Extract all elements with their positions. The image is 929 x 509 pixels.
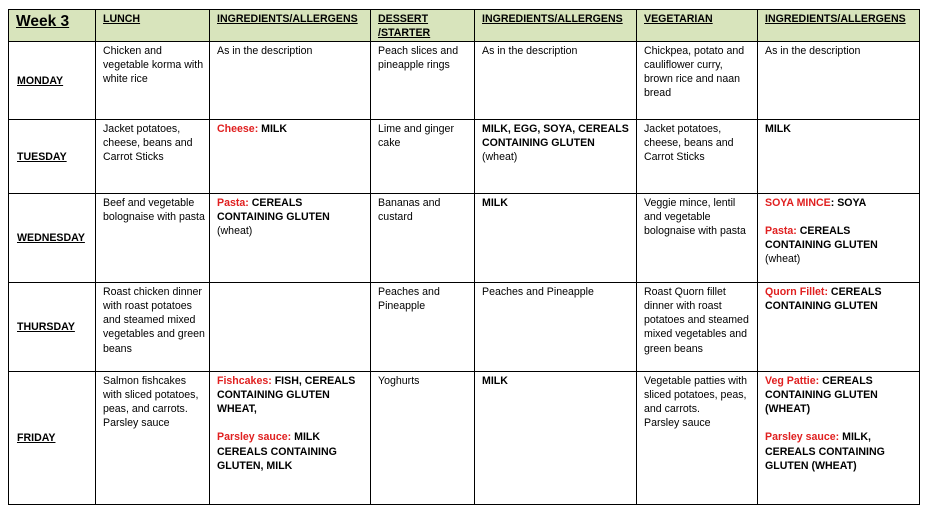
allergen-entry (217, 374, 366, 417)
row-wednesday (9, 193, 920, 282)
allergen-value: : SOYA (830, 196, 867, 209)
lunch-allergens-cell (210, 282, 371, 371)
header-row (9, 10, 920, 42)
allergen-label: Pasta: (217, 196, 249, 209)
header-vegetarian: VEGETARIAN (637, 10, 758, 42)
vegetarian-allergens-cell (758, 282, 920, 371)
lunch-cell (96, 371, 210, 504)
menu-table (8, 9, 920, 505)
vegetarian-cell: Jacket potatoes, cheese, beans and Carrot Sticks (637, 119, 758, 193)
allergen-label: Cheese: (217, 122, 259, 135)
header-dessert-line1: DESSERT (378, 13, 429, 25)
allergen-label: Pasta: (765, 224, 797, 237)
allergen-value: MILK, EGG, SOYA, CEREALS CONTAINING GLUTEN (482, 122, 629, 149)
dessert-allergens-cell: Peaches and Pineapple (475, 282, 637, 371)
allergen-value: MILK (258, 122, 288, 135)
allergen-value: FISH, CEREALS CONTAINING GLUTEN WHEAT, (217, 374, 356, 416)
allergen-label: Fishcakes: (217, 374, 272, 387)
week-title: Week 3 (9, 10, 96, 42)
lunch-cell: Roast chicken dinner with roast potatoes and steamed mixed vegetables and green beans (96, 282, 210, 371)
allergen-value: CEREALS CONTAINING GLUTEN (765, 224, 878, 252)
vegetarian-allergens-cell (758, 193, 920, 282)
header-dessert (371, 10, 475, 42)
dessert-cell: Peach slices and pineapple rings (371, 41, 475, 119)
dessert-cell: Lime and ginger cake (371, 119, 475, 193)
lunch-line: Parsley sauce (103, 417, 170, 430)
allergen-note: (wheat) (217, 225, 253, 238)
allergen-label: Parsley sauce: (217, 431, 292, 444)
header-vegetarian-allergens: INGREDIENTS/ALLERGENS (758, 10, 920, 42)
allergen-label: SOYA MINCE (765, 196, 831, 209)
vegetarian-cell: Veggie mince, lentil and vegetable bolognaise with pasta (637, 193, 758, 282)
dessert-cell: Bananas and custard (371, 193, 475, 282)
allergen-label: Parsley sauce: (765, 431, 840, 444)
allergen-value: CEREALS CONTAINING GLUTEN (217, 196, 330, 223)
allergen-entry (217, 430, 366, 473)
row-tuesday (9, 119, 920, 193)
allergen-value: MILK CEREALS CONTAINING GLUTEN, MILK (217, 431, 337, 473)
day-label: MONDAY (9, 41, 96, 119)
dessert-allergens-cell: As in the description (475, 41, 637, 119)
lunch-allergens-cell: As in the description (210, 41, 371, 119)
vegetarian-allergens-cell: MILK (758, 119, 920, 193)
vegetarian-cell: Roast Quorn fillet dinner with roast potatoes and steamed mixed vegetables and green beans (637, 282, 758, 371)
allergen-label: Veg Pattie: (765, 374, 820, 387)
allergen-entry (765, 430, 915, 473)
header-dessert-allergens: INGREDIENTS/ALLERGENS (475, 10, 637, 42)
dessert-allergens-cell (475, 119, 637, 193)
lunch-allergens-cell (210, 119, 371, 193)
header-lunch-allergens: INGREDIENTS/ALLERGENS (210, 10, 371, 42)
day-label: THURSDAY (9, 282, 96, 371)
allergen-note: (wheat) (482, 151, 518, 164)
vegetarian-line: Vegetable patties with sliced potatoes, peas, and carrots. (644, 374, 748, 416)
vegetarian-cell: Chickpea, potato and cauliflower curry, brown rice and naan bread (637, 41, 758, 119)
day-label: FRIDAY (9, 371, 96, 504)
lunch-line: Salmon fishcakes with sliced potatoes, peas, and carrots. (103, 374, 199, 416)
lunch-cell: Beef and vegetable bolognaise with pasta (96, 193, 210, 282)
row-thursday (9, 282, 920, 371)
allergen-note: (wheat) (765, 253, 801, 266)
dessert-cell: Yoghurts (371, 371, 475, 504)
allergen-value: CEREALS CONTAINING GLUTEN (WHEAT) (765, 374, 878, 416)
vegetarian-line: Parsley sauce (644, 417, 711, 430)
day-label: WEDNESDAY (9, 193, 96, 282)
dessert-cell: Peaches and Pineapple (371, 282, 475, 371)
vegetarian-cell (637, 371, 758, 504)
allergen-value: MILK, CEREALS CONTAINING GLUTEN (WHEAT) (765, 431, 885, 473)
allergen-entry (765, 196, 915, 210)
allergen-entry (765, 374, 915, 417)
lunch-allergens-cell (210, 193, 371, 282)
lunch-cell: Jacket potatoes, cheese, beans and Carrot Sticks (96, 119, 210, 193)
day-label: TUESDAY (9, 119, 96, 193)
allergen-value: CEREALS CONTAINING GLUTEN (765, 285, 882, 312)
dessert-allergens-cell: MILK (475, 371, 637, 504)
lunch-allergens-cell (210, 371, 371, 504)
dessert-allergens-cell: MILK (475, 193, 637, 282)
header-lunch: LUNCH (96, 10, 210, 42)
allergen-entry (765, 224, 915, 267)
header-dessert-line2: /STARTER (378, 27, 431, 40)
allergen-label: Quorn Fillet: (765, 285, 828, 298)
lunch-cell: Chicken and vegetable korma with white rice (96, 41, 210, 119)
vegetarian-allergens-cell: As in the description (758, 41, 920, 119)
row-monday (9, 41, 920, 119)
vegetarian-allergens-cell (758, 371, 920, 504)
row-friday (9, 371, 920, 504)
